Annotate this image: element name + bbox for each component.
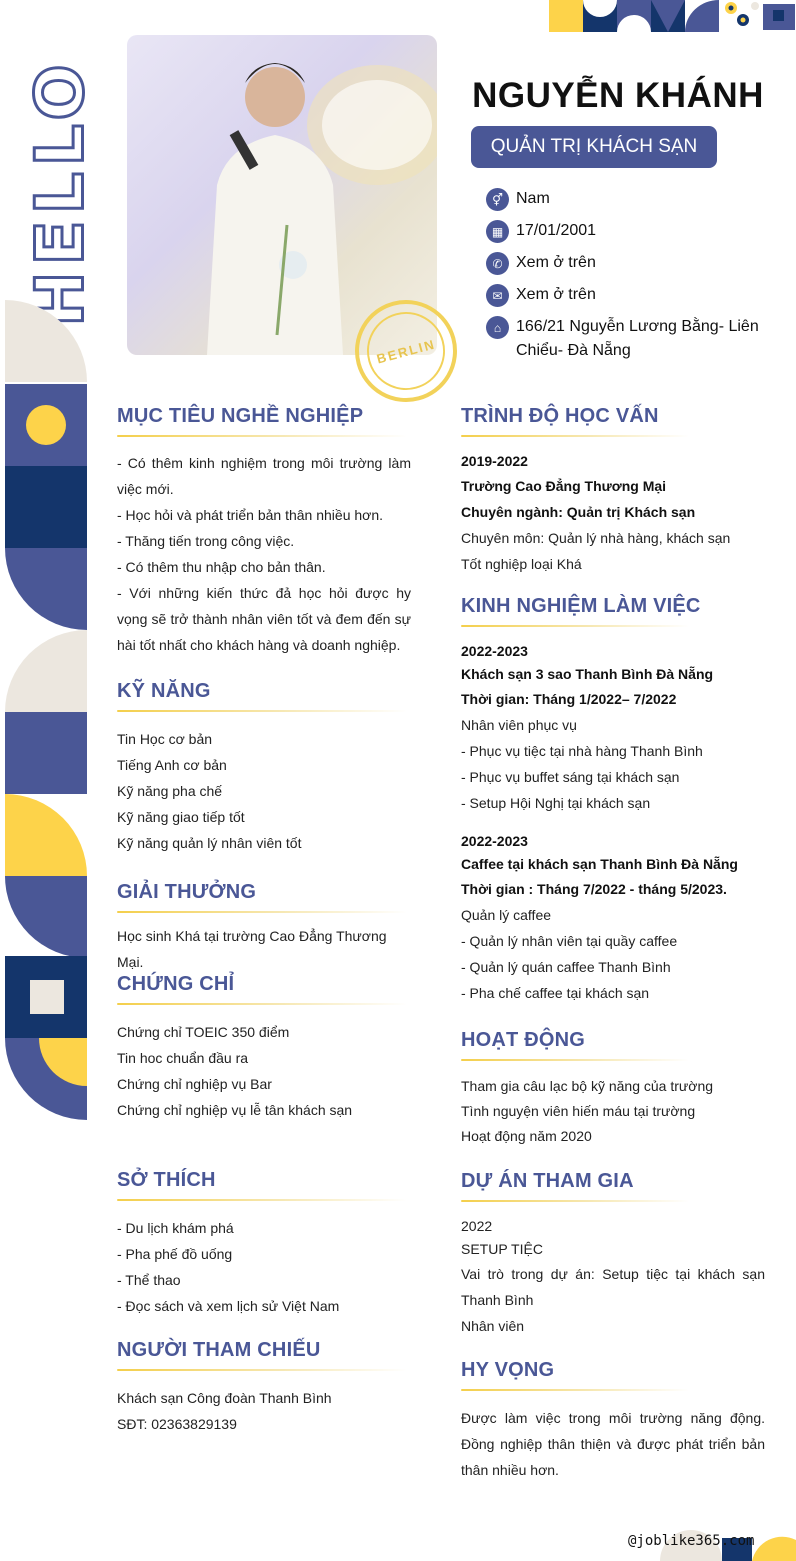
skill-item: Tin Học cơ bản [117,731,213,747]
gender-icon: ⚥ [486,188,509,211]
skill-item: Kỹ năng pha chế [117,783,223,799]
section-activities [461,1029,765,1149]
contact-gender [486,188,776,211]
activity-item: Tham gia câu lạc bộ kỹ năng của trường [461,1078,714,1094]
hobby-item: - Pha phế đồ uống [117,1246,233,1262]
job-company: Caffee tại khách sạn Thanh Bình Đà Nẵng [461,856,738,872]
phone-icon: ✆ [486,252,509,275]
received-stamp: BERLIN [344,289,469,414]
section-title: HOẠT ĐỘNG [461,1029,765,1057]
contact-text: Xem ở trên [516,254,596,271]
section-title: KỸ NĂNG [117,680,411,708]
watermark: @joblike365.com [628,1533,755,1549]
education-period: 2019-2022 [461,453,528,469]
certificate-item: Chứng chỉ nghiệp vụ lễ tân khách sạn [117,1102,353,1118]
reference-item: Khách sạn Công đoàn Thanh Bình [117,1390,332,1406]
certificate-item: Chứng chỉ TOEIC 350 điểm [117,1024,290,1040]
job-period: 2022-2023 [461,833,528,849]
section-projects [461,1170,765,1339]
job-entry [461,830,765,1006]
section-education [461,405,765,577]
job-line: Quản lý caffee [461,907,552,923]
objective-line: - Học hỏi và phát triển bản thân nhiều hơn. [117,507,384,523]
certificate-item: Chứng chỉ nghiệp vụ Bar [117,1076,272,1092]
job-line: - Pha chế caffee tại khách sạn [461,985,650,1001]
education-school: Trường Cao Đẳng Thương Mại [461,478,667,494]
contact-info [486,188,776,372]
section-title: SỞ THÍCH [117,1169,411,1197]
reference-item: SĐT: 02363829139 [117,1416,237,1432]
hobby-item: - Đọc sách và xem lịch sử Việt Nam [117,1298,340,1314]
activity-item: Hoạt động năm 2020 [461,1128,592,1144]
job-line: - Quản lý nhân viên tại quầy caffee [461,933,678,949]
contact-email [486,284,776,307]
project-year: 2022 [461,1218,493,1234]
objective-line: - Thăng tiến trong công việc. [117,533,295,549]
section-hope [461,1359,765,1483]
section-title: GIẢI THƯỞNG [117,881,411,909]
section-skills [117,680,411,856]
contact-text: Xem ở trên [516,286,596,303]
education-line: Chuyên môn: Quản lý nhà hàng, khách sạn [461,530,731,546]
job-title-badge: QUẢN TRỊ KHÁCH SẠN [471,126,717,168]
left-decoration [5,300,87,1120]
section-hobbies [117,1169,411,1319]
contact-birthdate [486,220,776,243]
section-certificates [117,973,411,1123]
candidate-name: NGUYỄN KHÁNH [472,76,764,115]
section-title: TRÌNH ĐỘ HỌC VẤN [461,405,765,433]
calendar-icon: ▦ [486,220,509,243]
job-time: Thời gian: Tháng 1/2022– 7/2022 [461,691,677,707]
job-line: - Phục vụ buffet sáng tại khách sạn [461,769,680,785]
job-line: Nhân viên phục vụ [461,717,577,733]
hobby-item: - Du lịch khám phá [117,1220,234,1236]
project-role: Vai trò trong dự án: Setup tiệc tại khách sạn Thanh Bình [461,1266,765,1308]
section-title: HY VỌNG [461,1359,765,1387]
section-title: CHỨNG CHỈ [117,973,411,1001]
hello-vertical-text: HELLO [21,58,99,327]
project-position: Nhân viên [461,1318,525,1334]
contact-address [486,316,776,363]
skill-item: Kỹ năng giao tiếp tốt [117,809,245,825]
section-references [117,1339,411,1437]
contact-text: 17/01/2001 [516,222,597,239]
job-line: - Phục vụ tiệc tại nhà hàng Thanh Bình [461,743,703,759]
job-period: 2022-2023 [461,643,528,659]
contact-phone [486,252,776,275]
section-title: NGƯỜI THAM CHIẾU [117,1339,411,1367]
skill-item: Tiếng Anh cơ bản [117,757,227,773]
education-line: Tốt nghiệp loại Khá [461,556,582,572]
award-item: Học sinh Khá tại trường Cao Đẳng Thương Mại. [117,928,387,970]
section-title: DỰ ÁN THAM GIA [461,1170,765,1198]
objective-line: - Có thêm kinh nghiệm trong môi trường làm việc mới. [117,455,411,497]
hobby-item: - Thể thao [117,1272,181,1288]
job-line: - Setup Hội Nghị tại khách sạn [461,795,651,811]
section-experience [461,595,765,1006]
activity-item: Tình nguyện viên hiến máu tại trường [461,1103,696,1119]
objective-line: - Với những kiến thức đả học hỏi được hy vọng sẽ trở thành nhân viên tốt và đem đến sự hài tốt nhất cho khách hàng và doanh nghiệp. [117,585,411,653]
section-objective [117,405,411,658]
project-name: SETUP TIỆC [461,1241,543,1257]
job-entry [461,640,765,816]
hope-text: Được làm việc trong môi trường năng động. Đồng nghiệp thân thiện và được phát triển bản thân nhiều hơn. [461,1410,765,1478]
contact-text: Nam [516,190,550,207]
home-icon: ⌂ [486,316,509,339]
education-major: Chuyên ngành: Quản trị Khách sạn [461,504,696,520]
section-title: KINH NGHIỆM LÀM VIỆC [461,595,765,623]
job-time: Thời gian : Tháng 7/2022 - tháng 5/2023. [461,881,727,897]
section-awards [117,881,411,975]
certificate-item: Tin hoc chuẩn đầu ra [117,1050,249,1066]
top-decoration [549,0,796,32]
job-company: Khách sạn 3 sao Thanh Bình Đà Nẵng [461,666,714,682]
section-title: MỤC TIÊU NGHỀ NGHIỆP [117,405,411,433]
objective-line: - Có thêm thu nhập cho bản thân. [117,559,326,575]
job-line: - Quản lý quán caffee Thanh Bình [461,959,671,975]
skill-item: Kỹ năng quản lý nhân viên tốt [117,835,302,851]
mail-icon: ✉ [486,284,509,307]
contact-text: 166/21 Nguyễn Lương Bằng- Liên Chiểu- Đà Nẵng [516,318,759,359]
